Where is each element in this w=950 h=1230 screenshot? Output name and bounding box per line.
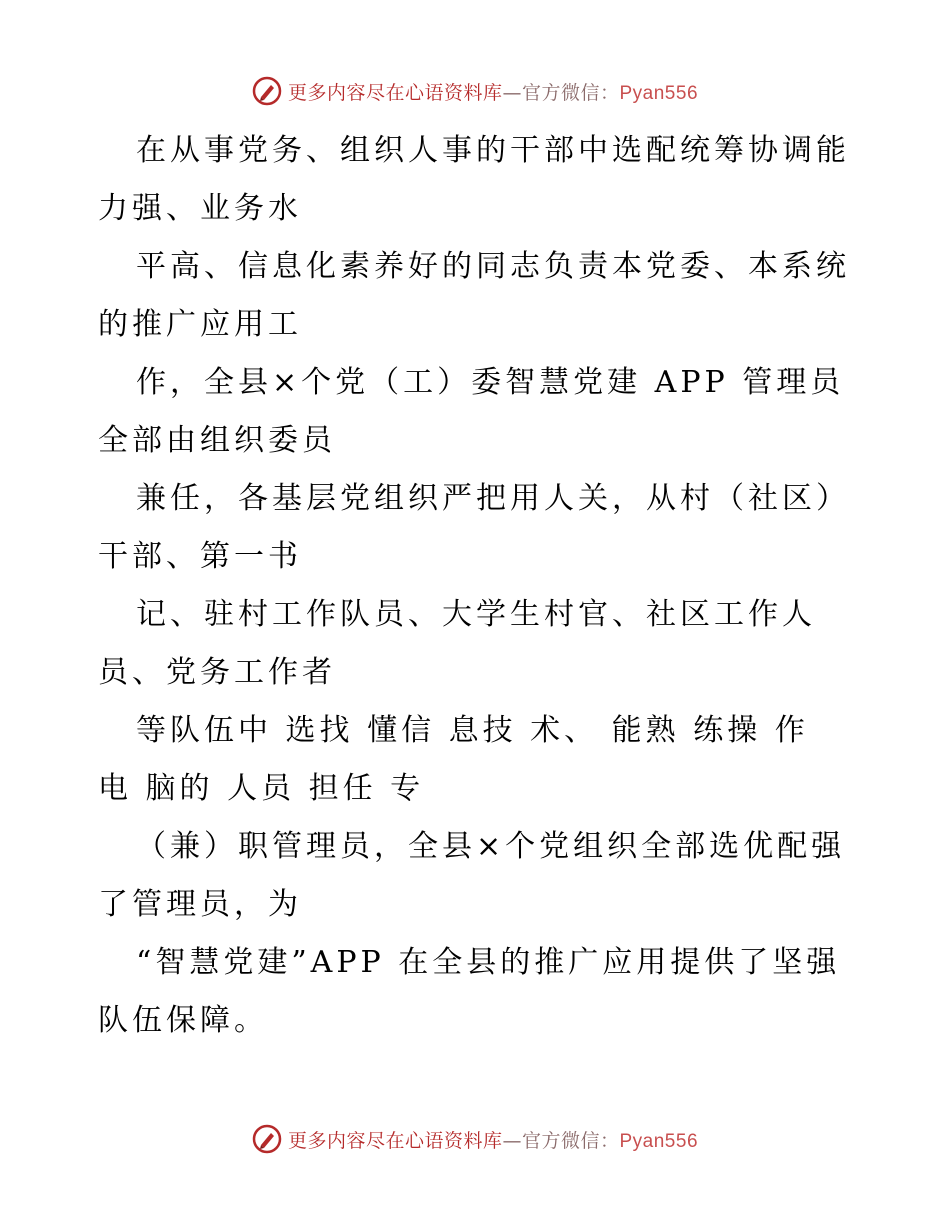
footer-watermark: [0, 1122, 950, 1156]
document-body: [98, 122, 858, 1050]
text-line: 员、党务工作者: [98, 655, 336, 690]
text-line: 作，全县×个党（工）委智慧党建 APP 管理员: [136, 365, 845, 400]
watermark-text: [288, 1126, 698, 1153]
watermark-separator: —: [502, 81, 522, 104]
text-line: 兼任，各基层党组织严把用人关，从村（社区）: [136, 481, 850, 516]
text-line: 的推广应用工: [98, 307, 302, 342]
watermark-main: 更多内容尽在心语资料库: [287, 81, 503, 104]
watermark-separator: —: [502, 1129, 522, 1152]
watermark-id: Pyan556: [619, 1130, 699, 1152]
text-line: 电 脑的 人员 担任 专: [98, 771, 425, 806]
watermark-label: 官方微信：: [521, 1129, 620, 1152]
text-line: 干部、第一书: [98, 539, 302, 574]
text-line: 了管理员，为: [98, 887, 302, 922]
text-line: 队伍保障。: [98, 1003, 268, 1038]
text-line: “智慧党建”APP 在全县的推广应用提供了坚强: [136, 945, 841, 980]
text-line: 等队伍中 选找 懂信 息技 术、 能熟 练操 作: [136, 713, 809, 748]
watermark-text: [288, 78, 698, 105]
watermark-label: 官方微信：: [521, 81, 620, 104]
text-line: （兼）职管理员，全县×个党组织全部选优配强: [136, 829, 846, 864]
text-line: 平高、信息化素养好的同志负责本党委、本系统: [136, 249, 850, 284]
pen-logo-icon: [252, 1124, 282, 1154]
pen-logo-icon: [252, 76, 282, 106]
text-line: 在从事党务、组织人事的干部中选配统筹协调能: [136, 133, 850, 168]
text-line: 全部由组织委员: [98, 423, 336, 458]
watermark-id: Pyan556: [619, 82, 699, 104]
text-line: 记、驻村工作队员、大学生村官、社区工作人: [136, 597, 816, 632]
watermark-main: 更多内容尽在心语资料库: [287, 1129, 503, 1152]
header-watermark: [0, 74, 950, 108]
text-line: 力强、业务水: [98, 191, 302, 226]
